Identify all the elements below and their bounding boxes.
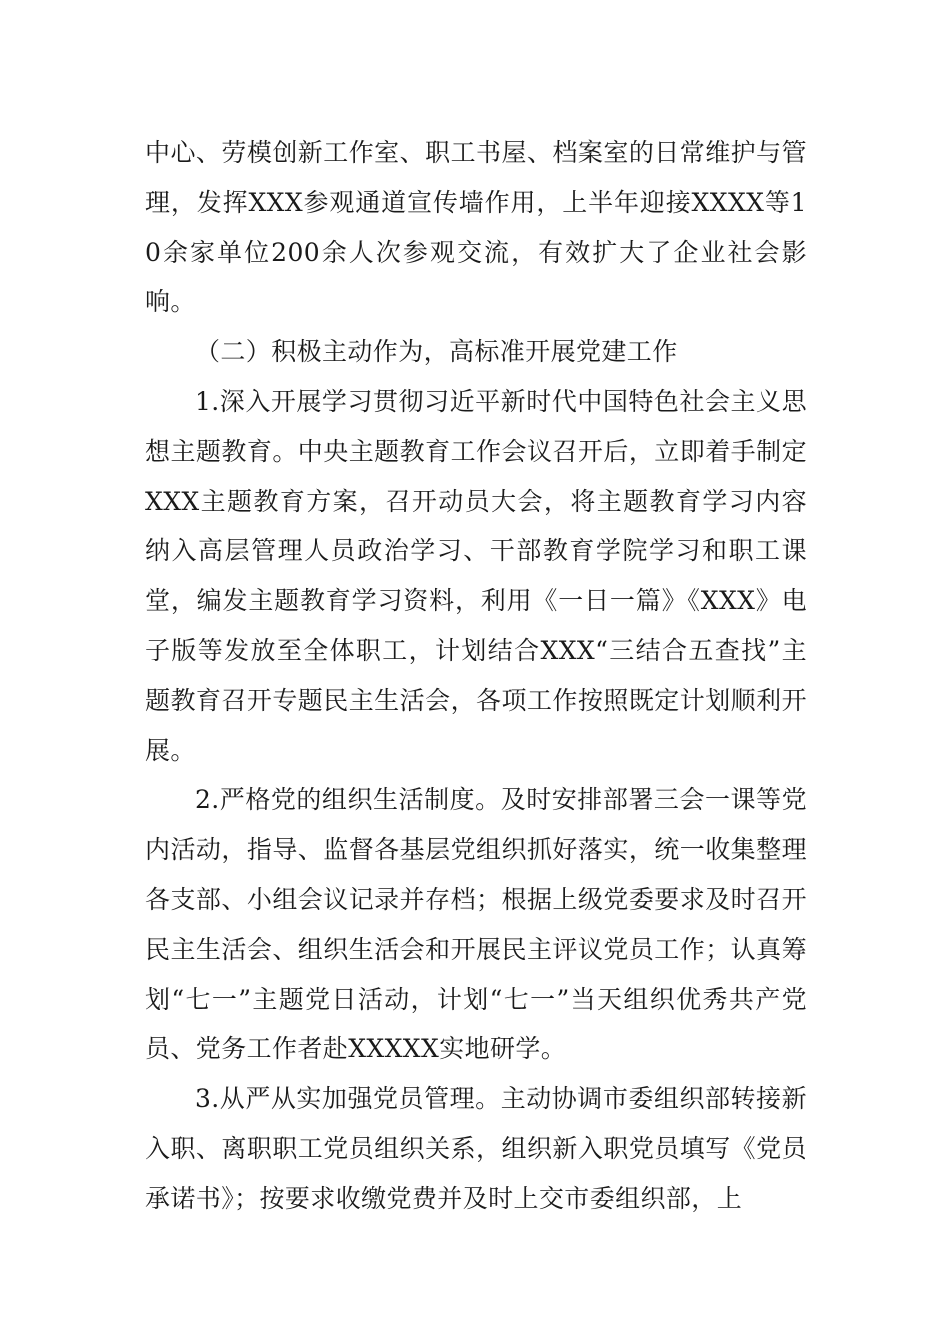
- section-heading: （二）积极主动作为，高标准开展党建工作: [195, 337, 678, 367]
- paragraph-continuation: 中心、劳模创新工作室、职工书屋、档案室的日常维护与管理，发挥XXX参观通道宣传墙作用，上半年迎接XXXX等10余家单位200余人次参观交流，有效扩大了企业社会影响。: [145, 138, 807, 317]
- paragraph-item-3: 3.从严从实加强党员管理。主动协调市委组织部转接新入职、离职职工党员组织关系，组织新入职党员填写《党员承诺书》；按要求收缴党费并及时上交市委组织部，上: [145, 1084, 807, 1213]
- document-body: [145, 128, 807, 1224]
- paragraph-item-2: 2.严格党的组织生活制度。及时安排部署三会一课等党内活动，指导、监督各基层党组织抓好落实，统一收集整理各支部、小组会议记录并存档；根据上级党委要求及时召开民主生活会、组织生活会和开展民主评议党员工作；认真筹划“七一”主题党日活动，计划“七一”当天组织优秀共产党员、党务工作者赴XXXXX实地研学。: [145, 785, 807, 1064]
- paragraph-item-1: 1.深入开展学习贯彻习近平新时代中国特色社会主义思想主题教育。中央主题教育工作会议召开后，立即着手制定XXX主题教育方案，召开动员大会，将主题教育学习内容纳入高层管理人员政治学习、干部教育学院学习和职工课堂，编发主题教育学习资料，利用《一日一篇》《XXX》电子版等发放至全体职工，计划结合XXX“三结合五查找”主题教育召开专题民主生活会，各项工作按照既定计划顺利开展。: [145, 386, 807, 765]
